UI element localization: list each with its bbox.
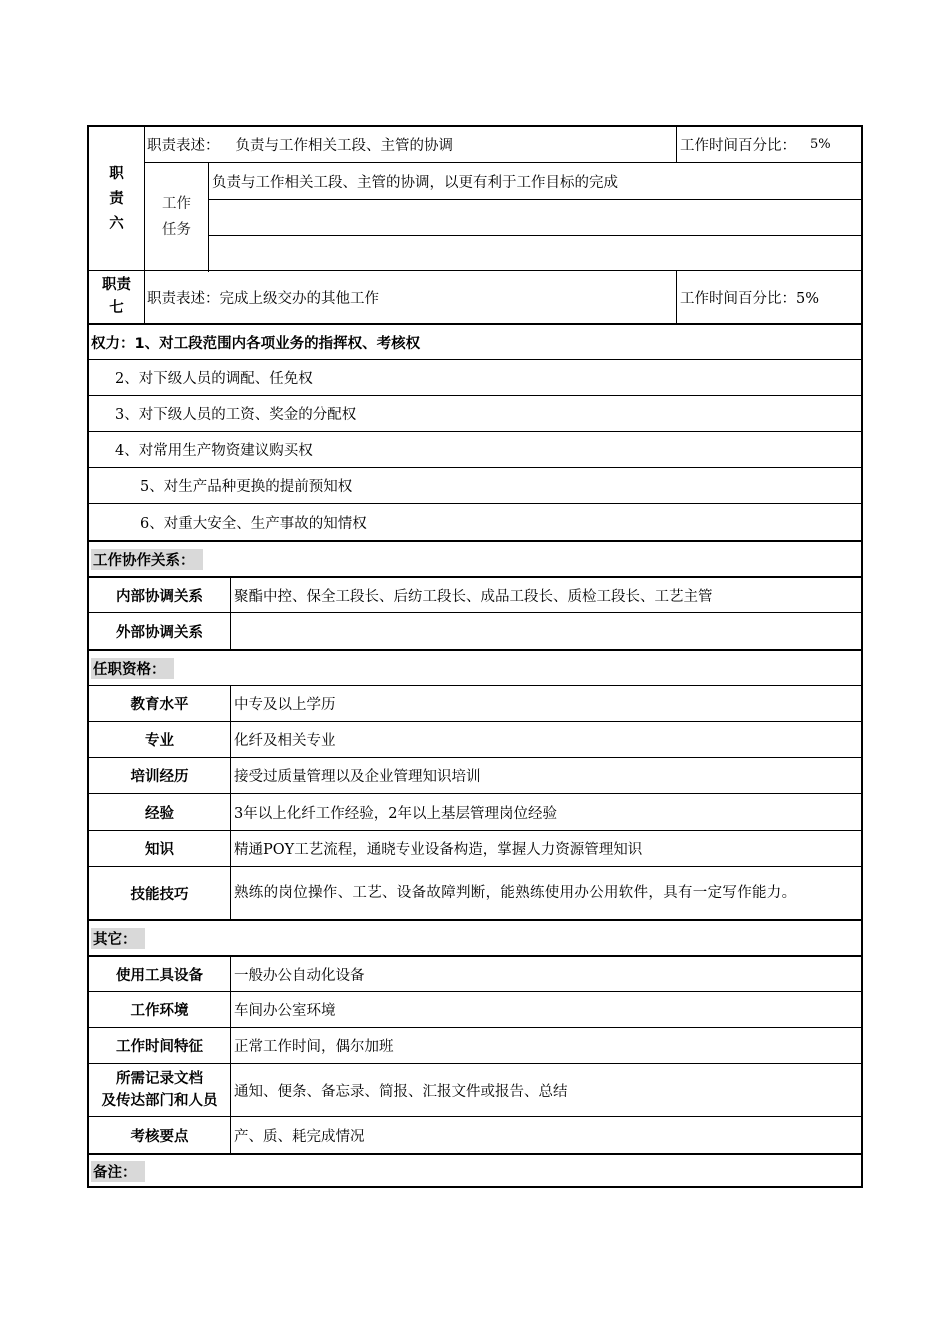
authority-item-text: 6、对重大安全、生产事故的知情权 [140,515,367,532]
duty6-task-text: 负责与工作相关工段、主管的协调，以更有利于工作目标的完成 [212,174,618,191]
duty6-task-row [208,235,861,272]
duty6-task-label-line: 工作 [162,196,191,212]
duty7-title [89,271,144,323]
qualification-header-row [89,649,861,685]
other-row [89,1027,861,1063]
duty7-title-line: 七 [109,300,124,316]
cooperation-header: 工作协作关系： [91,549,203,570]
other-row [89,1063,861,1116]
other-row [89,955,861,991]
cooperation-label: 内部协调关系 [116,588,203,605]
qualification-label: 技能技巧 [130,886,189,903]
other-header: 其它： [91,928,145,949]
other-row [89,1116,861,1153]
authority-item [89,359,861,395]
duty6-task-label [145,163,208,271]
job-description-table [87,125,863,1188]
qualification-label: 教育水平 [130,697,189,713]
duty7-desc: 职责表述：完成上级交办的其他工作 [147,290,379,307]
other-label-line: 及传达部门和人员 [101,1093,218,1109]
qualification-row [89,830,861,866]
duty7-pct: 工作时间百分比：5% [680,290,820,307]
duty6-pct-label: 工作时间百分比： [680,138,796,154]
qualification-label: 知识 [145,842,174,858]
other-label: 考核要点 [130,1128,189,1145]
remarks-header: 备注： [91,1161,145,1182]
duty6-title-char: 职 [109,165,124,182]
qualification-label: 培训经历 [130,769,189,785]
authority-item [89,503,861,540]
remarks-row [89,1153,861,1188]
qualification-header: 任职资格： [91,658,174,679]
duty7-title-line: 职责 [102,277,131,293]
authority-item [89,431,861,467]
other-value: 正常工作时间，偶尔加班 [234,1039,394,1055]
duty6-title [89,127,144,271]
other-value: 产、质、耗完成情况 [234,1128,365,1145]
qualification-value: 化纤及相关专业 [234,733,336,749]
qualification-label: 专业 [145,733,174,749]
qualification-row [89,793,861,830]
qualification-row [89,685,861,721]
cooperation-label: 外部协调关系 [116,624,203,641]
qualification-row [89,866,861,919]
duty6-pct-value: 5% [810,137,831,152]
other-header-row [89,919,861,955]
qualification-row [89,721,861,757]
qualification-value: 接受过质量管理以及企业管理知识培训 [234,769,481,785]
cooperation-row [89,612,861,649]
authority-item [89,395,861,431]
authority-item [89,467,861,503]
authority-item-text: 2、对下级人员的调配、任免权 [115,371,313,387]
qualification-value: 熟练的岗位操作、工艺、设备故障判断，能熟练使用办公用软件，具有一定写作能力。 [234,884,797,901]
duty7-row [89,270,861,323]
other-label: 工作环境 [130,1003,189,1019]
duty6-task-row [208,199,861,236]
authority-item-text: 5、对生产品种更换的提前预知权 [140,479,353,495]
authority-item-text: 4、对常用生产物资建议购买权 [115,443,313,459]
qualification-value: 精通POY工艺流程，通晓专业设备构造，掌握人力资源管理知识 [234,842,643,858]
duty6-desc-text: 负责与工作相关工段、主管的协调 [235,138,453,154]
duty6-desc-row [145,127,861,162]
duty6-title-char: 责 [109,190,124,207]
cooperation-row [89,576,861,612]
qualification-row [89,757,861,793]
authority-item-text: 3、对下级人员的工资、奖金的分配权 [115,407,357,423]
cooperation-header-row [89,540,861,576]
qualification-label: 经验 [145,805,174,822]
duty6-task-area [145,162,861,272]
other-label [89,1064,230,1116]
duty6-task-label-line: 任务 [162,222,191,238]
authority-header: 权力：1、对工段范围内各项业务的指挥权、考核权 [91,335,421,352]
qualification-value: 3年以上化纤工作经验，2年以上基层管理岗位经验 [234,805,557,822]
cooperation-value: 聚酯中控、保全工段长、后纺工段长、成品工段长、质检工段长、工艺主管 [234,588,713,605]
other-label: 工作时间特征 [116,1039,203,1055]
duty6-title-char: 六 [109,215,124,232]
other-value: 通知、便条、备忘录、简报、汇报文件或报告、总结 [234,1083,568,1100]
other-value: 车间办公室环境 [234,1003,336,1019]
duty6-desc-label: 职责表述： [147,138,220,154]
duty6-task-row [208,163,861,199]
other-value: 一般办公自动化设备 [234,967,365,984]
authority-header-row [89,323,861,359]
other-label: 使用工具设备 [116,967,203,984]
other-label-line: 所需记录文档 [116,1071,203,1087]
other-row [89,991,861,1027]
qualification-value: 中专及以上学历 [234,697,336,713]
